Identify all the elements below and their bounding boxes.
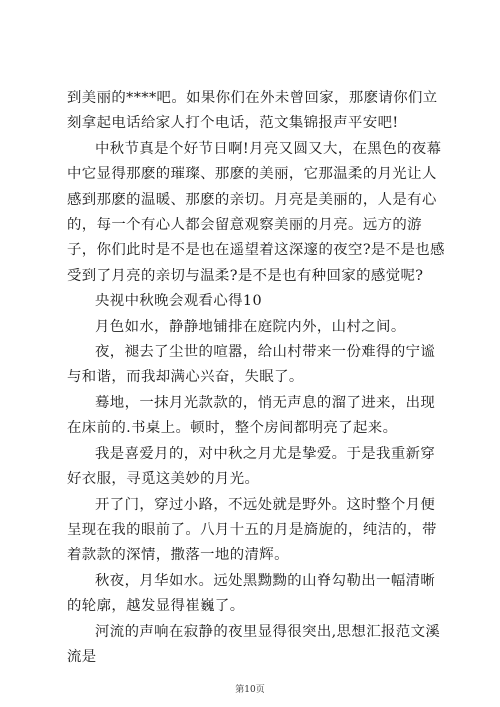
paragraph-9: 秋夜，月华如水。远处黑黝黝的山脊勾勒出一幅清晰的轮廓，越发显得崔巍了。 — [67, 572, 436, 615]
paragraph-8: 开了门，穿过小路，不远处就是野外。这时整个月便呈现在我的眼前了。八月十五的月是旖旎的，纯洁的，带着款款的深情，撒落一地的清辉。 — [67, 496, 437, 564]
paragraph-1: 到美丽的****吧。如果你们在外未曾回家，那麽请你们立刻拿起电话给家人打个电话，范文集锦报声平安吧! — [67, 90, 438, 132]
paragraph-4: 月色如水，静静地铺排在庭院内外，山村之间。 — [95, 318, 406, 335]
paragraph-6: 蓦地，一抹月光款款的，悄无声息的溜了进来，出现在床前的.书桌上。顿时，整个房间都明亮了起来。 — [67, 394, 436, 437]
section-heading: 央视中秋晚会观看心得10 — [95, 293, 263, 310]
paragraph-7: 我是喜爱月的，对中秋之月尤是挚爱。于是我重新穿好衣服，寻觅这美妙的月光。 — [67, 445, 436, 488]
paragraph-2: 中秋节真是个好节日啊!月亮又圆又大，在黑色的夜幕中它显得那麽的璀璨、那麽的美丽，它那温柔的月光让人感到那麽的温暖、那麽的亲切。月亮是美丽的，人是有心的，每一个有心人都会留意观察美丽的月亮。远方的游子，你们此时是不是也在遥望着这深邃的夜空?是不是也感受到了月亮的亲切与温柔?是不是也有种回家的感觉呢? — [67, 140, 445, 284]
page-number: 第10页 — [235, 685, 265, 695]
paragraph-5: 夜，褪去了尘世的喧嚣，给山村带来一份难得的宁谧与和谐，而我却满心兴奋，失眠了。 — [67, 344, 436, 386]
paragraph-10: 河流的声响在寂静的夜里显得很突出,思想汇报范文溪流是 — [67, 623, 441, 665]
document-body — [67, 86, 445, 670]
